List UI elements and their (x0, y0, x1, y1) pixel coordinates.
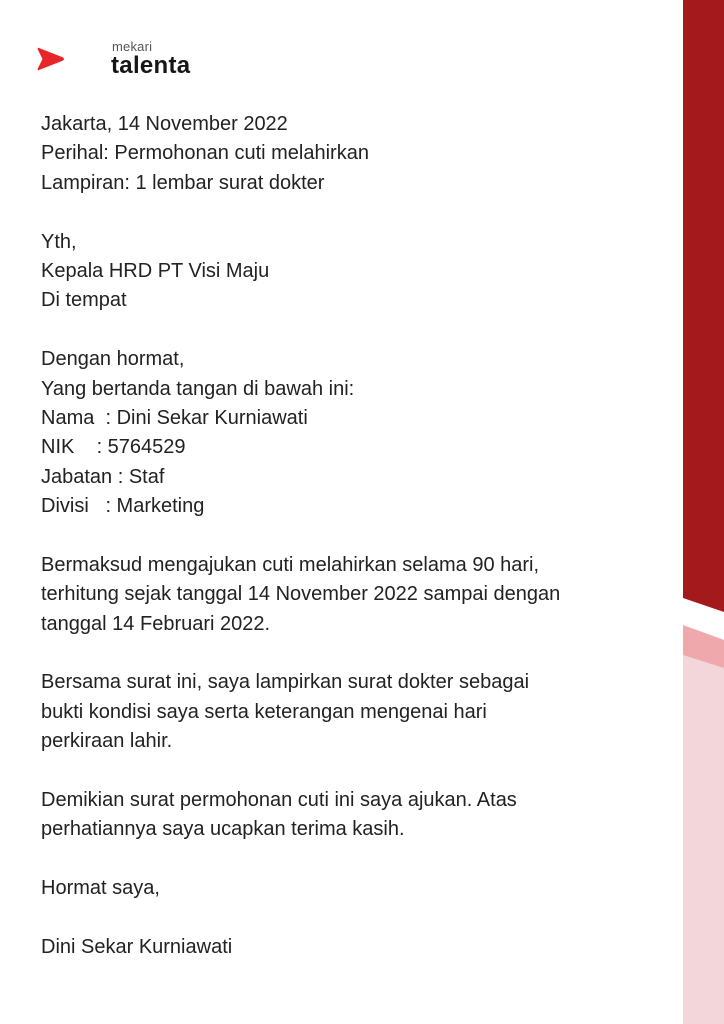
brand-parent-name: mekari (112, 39, 153, 54)
paragraph-line: Demikian surat permohonan cuti ini saya ajukan. Atas (41, 788, 517, 811)
decorative-side-band (683, 0, 724, 1024)
paragraph-line: bukti kondisi saya serta keterangan mengenai hari (41, 700, 487, 723)
brand-logo (36, 38, 196, 80)
paragraph-attachment (41, 668, 651, 756)
recipient-name: Kepala HRD PT Visi Maju (41, 259, 270, 282)
identity-division-row: Divisi : Marketing (41, 495, 205, 518)
paragraph-line: perkiraan lahir. (41, 730, 173, 753)
date-line: Jakarta, 14 November 2022 (41, 113, 288, 135)
paragraph-line: Bermaksud mengajukan cuti melahirkan selama 90 hari, (41, 553, 540, 576)
paragraph-line: Bersama surat ini, saya lampirkan surat dokter sebagai (41, 671, 530, 694)
signer-name: Dini Sekar Kurniawati (41, 935, 233, 958)
recipient-place: Di tempat (41, 289, 127, 312)
paragraph-leave-request (41, 551, 651, 639)
paragraph-line: terhitung sejak tanggal 14 November 2022 sampai dengan (41, 583, 561, 606)
subject-line: Perihal: Permohonan cuti melahirkan (41, 142, 369, 165)
letter-body (41, 110, 651, 962)
recipient-salutation: Yth, (41, 230, 77, 253)
brand-name: talenta (111, 52, 191, 79)
closing-regards: Hormat saya, (41, 877, 160, 900)
paragraph-line: tanggal 14 Februari 2022. (41, 612, 271, 635)
identity-nik-row: NIK : 5764529 (41, 436, 186, 459)
paragraph-line: perhatiannya saya ucapkan terima kasih. (41, 818, 405, 841)
greeting: Dengan hormat, (41, 348, 185, 371)
identity-position-row: Jabatan : Staf (41, 465, 165, 488)
intro-statement: Yang bertanda tangan di bawah ini: (41, 377, 355, 400)
paragraph-closing (41, 786, 651, 845)
attachment-line: Lampiran: 1 lembar surat dokter (41, 171, 325, 194)
brand-arrow-icon (36, 44, 67, 74)
identity-name-row: Nama : Dini Sekar Kurniawati (41, 406, 308, 429)
